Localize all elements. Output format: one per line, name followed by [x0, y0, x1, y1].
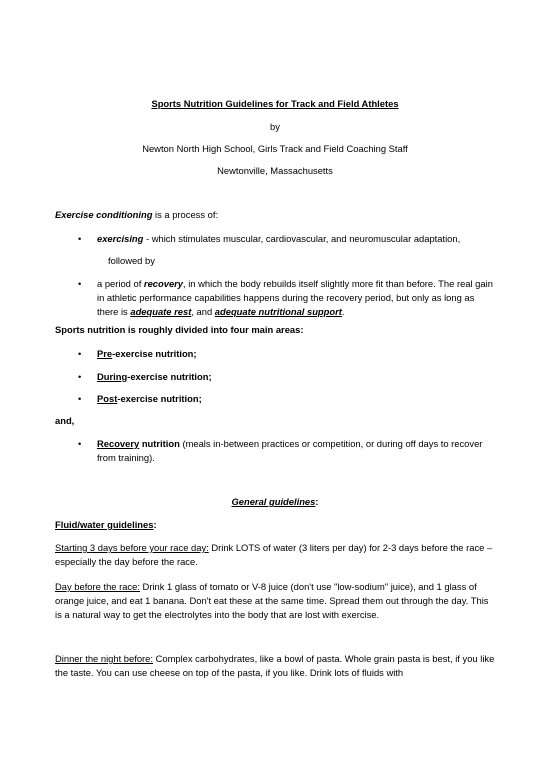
- intro-term: Exercise conditioning: [55, 209, 153, 220]
- bullet-icon: •: [78, 348, 82, 359]
- area-text: -exercise nutrition;: [117, 393, 202, 404]
- list-item: [97, 437, 495, 465]
- author: Newton North High School, Girls Track and Field Coaching Staff: [142, 143, 408, 154]
- fluid-heading-colon: :: [153, 519, 157, 530]
- list-item-text: .: [341, 306, 345, 318]
- paragraph: [55, 652, 495, 680]
- area-prefix: During: [97, 371, 128, 382]
- area-text: nutrition: [139, 438, 180, 449]
- bullet-icon: •: [78, 233, 82, 244]
- list-item-emphasis: recovery: [143, 278, 184, 289]
- paragraph-text: Drink LOTS of water (3 liters per day) for 2-3 days before the race – especially the day before the race.: [55, 542, 493, 568]
- nutritional-support-term: adequate nutritional support: [214, 306, 342, 318]
- intro-paragraph: [55, 208, 495, 222]
- intro-text: is a process of:: [152, 209, 219, 220]
- paragraph-lead: Starting 3 days before your race day:: [55, 542, 209, 553]
- byline: by: [270, 121, 280, 132]
- followed-by-text: followed by: [108, 255, 155, 266]
- list-item: [97, 232, 495, 246]
- list-item-text: - which stimulates muscular, cardiovascular, and neuromuscular adaptation,: [143, 233, 461, 244]
- list-item-emphasis: exercising: [97, 233, 144, 244]
- list-item-text: (meals in-between practices or competition, or during off days to recover from training).: [97, 438, 483, 464]
- area-prefix: Recovery: [97, 438, 140, 449]
- bullet-icon: •: [78, 438, 82, 449]
- general-heading-colon: :: [315, 496, 319, 507]
- and-label: and,: [55, 415, 75, 426]
- general-heading: [0, 495, 550, 509]
- paragraph: [55, 580, 495, 622]
- areas-heading: Sports nutrition is roughly divided into four main areas:: [55, 324, 304, 335]
- paragraph-text: Drink 1 glass of tomato or V-8 juice (don't use "low-sodium" juice), and 1 glass of orange juice, and eat 1 banana. Don't eat these at the same time. Spread them out through the day. This is a natural way to get the electrolytes into the body that are lost with exercise.: [55, 581, 489, 621]
- area-text: -exercise nutrition;: [127, 371, 212, 382]
- paragraph-text: Complex carbohydrates, like a bowl of pasta. Whole grain pasta is best, if you like the taste. You can use cheese on top of the pasta, if you like. Drink lots of fluids with: [55, 653, 495, 679]
- area-prefix: Post: [97, 393, 118, 404]
- fluid-heading-text: Fluid/water guidelines: [55, 519, 154, 530]
- list-item: [97, 370, 495, 384]
- list-item-text: a period of: [97, 278, 144, 289]
- area-prefix: Pre: [97, 348, 113, 359]
- adequate-rest-term: adequate rest: [130, 306, 192, 318]
- bullet-icon: •: [78, 278, 82, 289]
- fluid-heading: [55, 518, 495, 532]
- location: Newtonville, Massachusetts: [217, 165, 333, 176]
- list-item: [97, 347, 495, 361]
- bullet-icon: •: [78, 371, 82, 382]
- list-item-text: , and: [191, 306, 215, 318]
- list-item-text: , in which the body rebuilds itself slightly more fit than before. The real gain in athletic performance capabilities happens during the recovery period, but only as long as there is: [97, 278, 493, 318]
- general-heading-text: General guidelines: [231, 496, 316, 507]
- list-item: [97, 277, 495, 319]
- area-text: -exercise nutrition;: [112, 348, 197, 359]
- list-item: [97, 392, 495, 406]
- paragraph: [55, 541, 495, 569]
- bullet-icon: •: [78, 393, 82, 404]
- document-title: Sports Nutrition Guidelines for Track and Field Athletes: [151, 98, 399, 109]
- paragraph-lead: Day before the race:: [55, 581, 140, 592]
- paragraph-lead: Dinner the night before:: [55, 653, 153, 664]
